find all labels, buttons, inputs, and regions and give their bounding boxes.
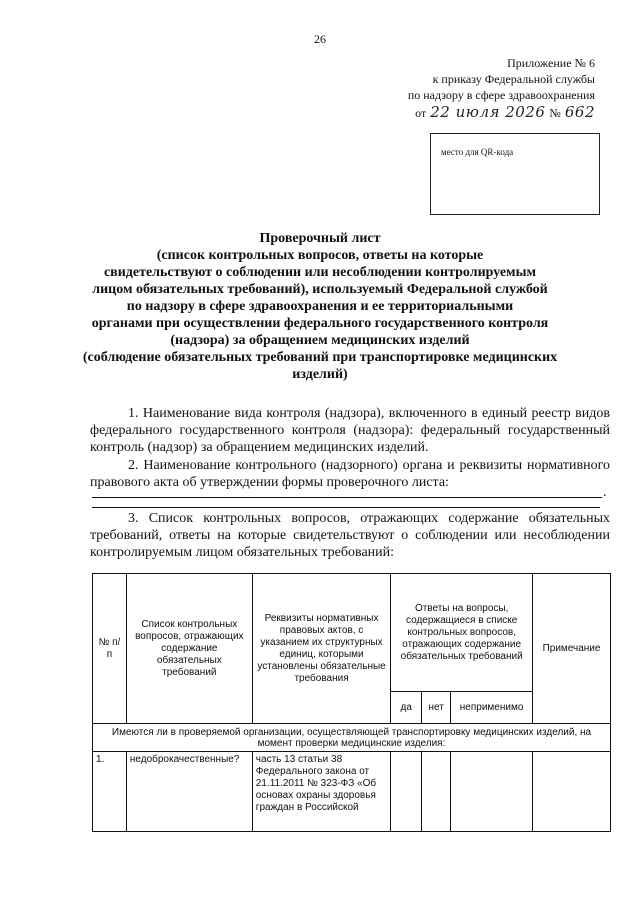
title-line: свидетельствуют о соблюдении или несоблюдении контролируемым	[103, 265, 537, 280]
header-num: № п/п	[93, 574, 127, 724]
paragraph-2	[90, 457, 610, 491]
title-line: (список контрольных вопросов, ответы на которые	[156, 248, 484, 263]
line-end-period: .	[603, 485, 607, 500]
header-requisites: Реквизиты нормативных правовых актов, с указанием их структурных единиц, которыми установлены обязательные требования	[252, 574, 391, 724]
fill-in-line	[92, 497, 602, 498]
row-num: 1.	[93, 752, 127, 832]
row-no-cell[interactable]	[422, 752, 451, 832]
qr-label: место для QR-кода	[441, 147, 514, 157]
row-note-cell[interactable]	[533, 752, 611, 832]
appendix-line-3: по надзору в сфере здравоохранения	[407, 88, 595, 102]
section-row-text: Имеются ли в проверяемой организации, осуществляющей транспортировку медицинских изделий, на момент проверки медицинские изделия:	[93, 724, 611, 752]
handwritten-date: 22 июля 2026	[430, 103, 546, 121]
title-line: лицом обязательных требований), используемый Федеральной службой	[92, 282, 548, 297]
handwritten-number: 662	[564, 103, 595, 121]
row-requisites: часть 13 статьи 38 Федерального закона от 21.11.2011 № 323-ФЗ «Об основах охраны здоровья граждан в Российской	[252, 752, 391, 832]
qr-code-placeholder	[430, 133, 600, 215]
row-question: недоброкачественные?	[126, 752, 252, 832]
header-no: нет	[422, 692, 451, 724]
paragraph-3-text: 3. Список контрольных вопросов, отражающих содержание обязательных требований, ответы на которые свидетельствуют о соблюдении или несоблюдении контролируемым лицом обязательных требований:	[90, 511, 610, 560]
row-na-cell[interactable]	[451, 752, 533, 832]
checklist-table	[92, 573, 611, 832]
page-number: 26	[314, 32, 326, 46]
order-date-number	[415, 103, 595, 121]
paragraph-2-text: 2. Наименование контрольного (надзорного) органа и реквизиты нормативного правового акта об утверждении формы проверочного листа:	[90, 458, 610, 490]
title-line: Проверочный лист	[259, 231, 381, 246]
number-label: №	[549, 106, 561, 120]
table-header-row	[93, 574, 611, 692]
title-line: по надзору в сфере здравоохранения и ее территориальными	[126, 299, 514, 314]
title-line: (надзора) за обращением медицинских изделий	[170, 333, 470, 348]
header-answers: Ответы на вопросы, содержащиеся в списке контрольных вопросов, отражающих содержание обязательных требований	[391, 574, 533, 692]
appendix-line-1: Приложение № 6	[507, 56, 595, 70]
paragraph-1	[90, 405, 610, 456]
from-label: от	[415, 106, 427, 120]
appendix-header	[408, 55, 595, 103]
title-line: органами при осуществлении федерального государственного контроля	[91, 316, 549, 331]
paragraph-1-text: 1. Наименование вида контроля (надзора), включенного в единый реестр видов федерального государственного контроля (надзора): федеральный государственный контроль (надзор) за обращением медицинских изделий.	[90, 406, 610, 455]
table-row	[93, 752, 611, 832]
section-row	[93, 724, 611, 752]
paragraph-3	[90, 510, 610, 561]
title-line: (соблюдение обязательных требований при транспортировке медицинских	[82, 350, 558, 365]
title-line: изделий)	[292, 367, 348, 382]
header-yes: да	[391, 692, 422, 724]
header-questions: Список контрольных вопросов, отражающих содержание обязательных требований	[126, 574, 252, 724]
header-not-applicable: неприменимо	[451, 692, 533, 724]
header-note: Примечание	[533, 574, 611, 724]
appendix-line-2: к приказу Федеральной службы	[432, 72, 595, 86]
fill-in-line-2	[92, 507, 600, 508]
document-title	[60, 230, 580, 383]
row-yes-cell[interactable]	[391, 752, 422, 832]
